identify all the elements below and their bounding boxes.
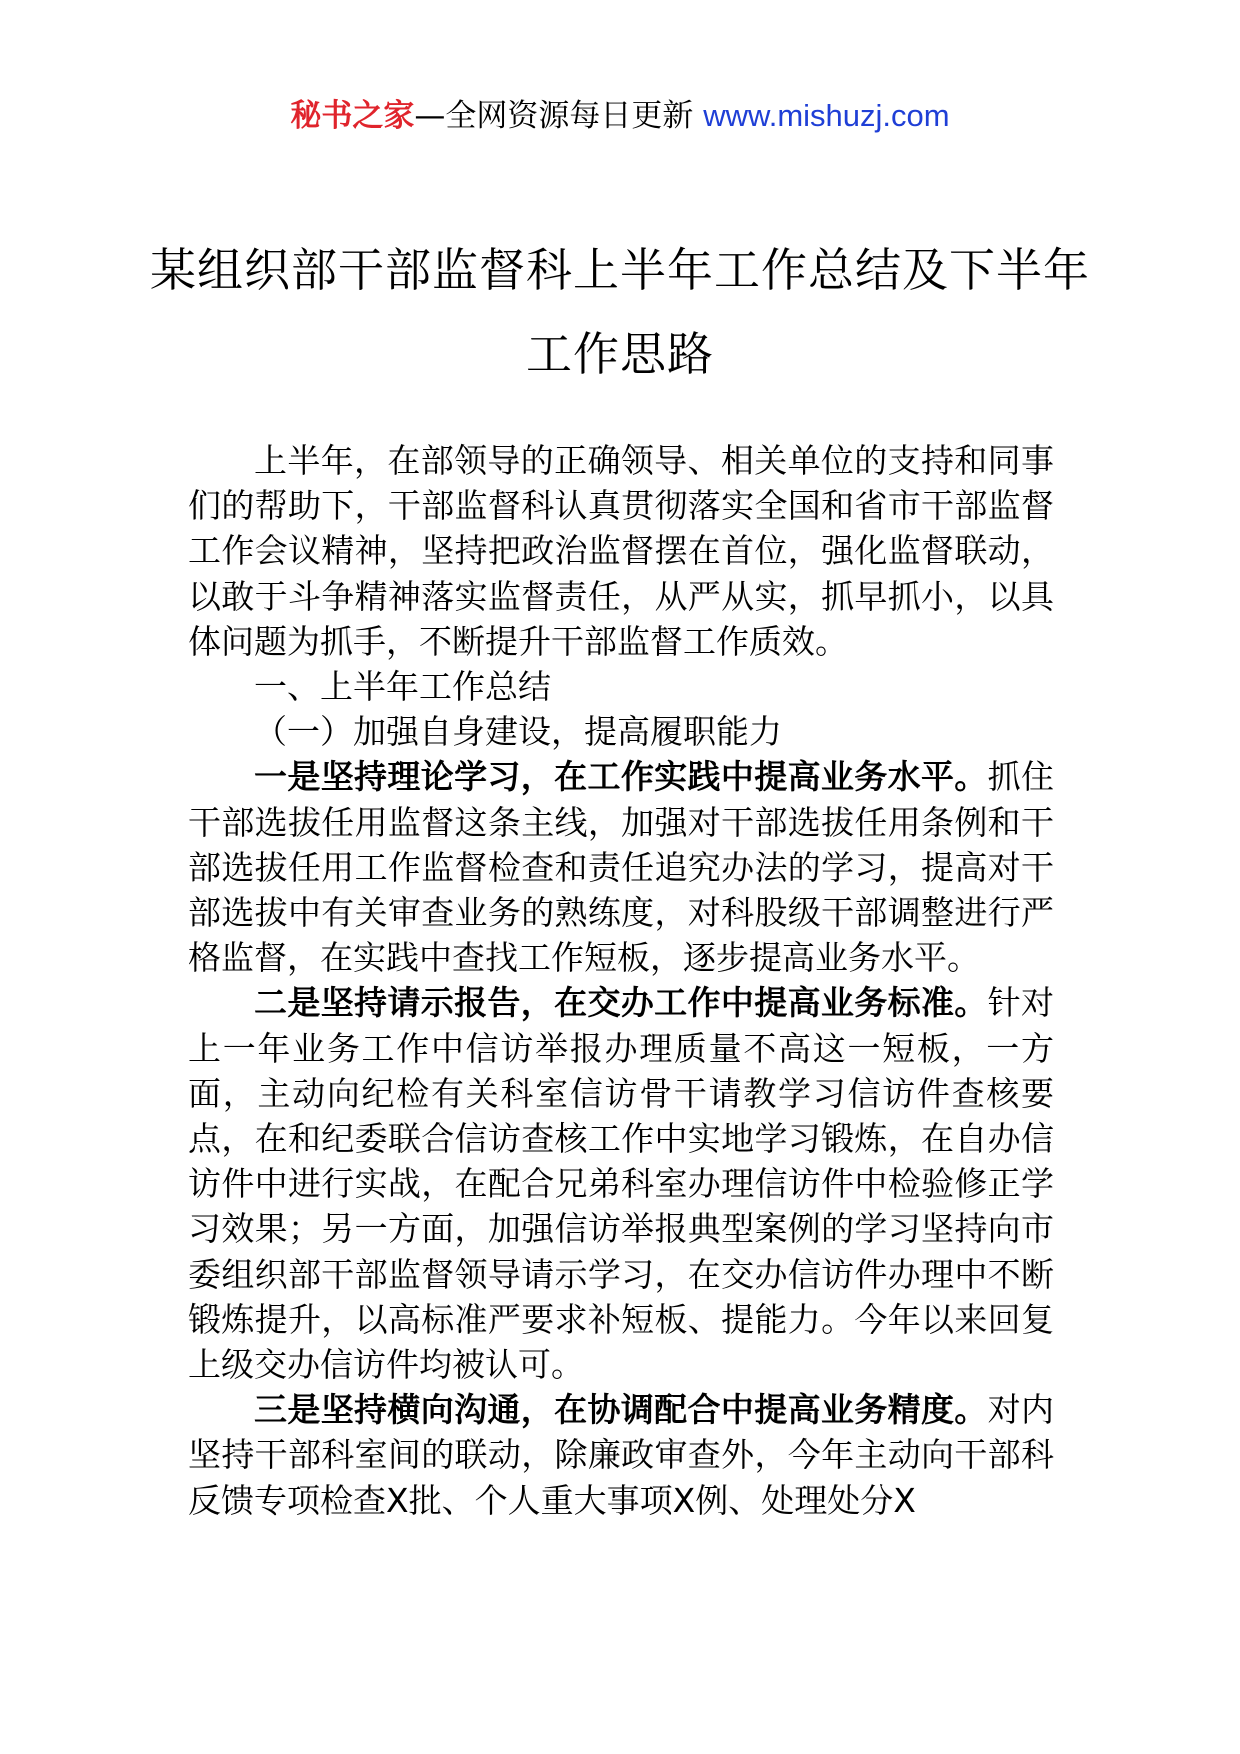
section-heading: 一、上半年工作总结 (254, 667, 551, 707)
intro-paragraph: 上半年，在部领导的正确领导、相关单位的支持和同事们的帮助下，干部监督科认真贯彻落实全国和省市干部监督工作会议精神，坚持把政治监督摆在首位，强化监督联动，以敢于斗争精神落实监督责任，从严从实，抓早抓小，以具体问题为抓手，不断提升干部监督工作质效。 (188, 441, 1054, 661)
document-body (188, 438, 1054, 1523)
point-paragraph-3 (188, 1387, 1054, 1523)
point-lead-1: 一是坚持理论学习，在工作实践中提高业务水平。 (254, 757, 988, 797)
point-paragraph-1 (188, 754, 1054, 980)
header-tagline: —全网资源每日更新 (414, 98, 694, 134)
point-body-1: 抓住干部选拔任用监督这条主线，加强对干部选拔任用条例和干部选拔任用工作监督检查和责任追究办法的学习，提高对干部选拔中有关审查业务的熟练度，对科股级干部调整进行严格监督，在实践中查找工作短板，逐步提高业务水平。 (188, 757, 1055, 978)
point-body-3: 对内坚持干部科室间的联动，除廉政审查外，今年主动向干部科反馈专项检查X批、个人重大事项X例、处理处分X (188, 1390, 1055, 1520)
document-title: 某组织部干部监督科上半年工作总结及下半年工作思路 (150, 243, 1090, 381)
point-lead-3: 三是坚持横向沟通，在协调配合中提高业务精度。 (254, 1390, 988, 1430)
header-brand: 秘书之家 (290, 98, 415, 134)
subsection-heading: （一）加强自身建设，提高履职能力 (254, 712, 782, 752)
page-header (0, 96, 1240, 136)
header-url[interactable]: www.mishuzj.com (703, 98, 950, 133)
point-lead-2: 二是坚持请示报告，在交办工作中提高业务标准。 (254, 983, 988, 1023)
point-body-2: 针对上一年业务工作中信访举报办理质量不高这一短板，一方面，主动向纪检有关科室信访骨干请教学习信访件查核要点，在和纪委联合信访查核工作中实地学习锻炼，在自办信访件中进行实战，在配合兄弟科室办理信访件中检验修正学习效果；另一方面，加强信访举报典型案例的学习坚持向市委组织部干部监督领导请示学习，在交办信访件办理中不断锻炼提升，以高标准严要求补短板、提能力。今年以来回复上级交办信访件均被认可。 (188, 983, 1055, 1385)
point-paragraph-2 (188, 980, 1054, 1387)
